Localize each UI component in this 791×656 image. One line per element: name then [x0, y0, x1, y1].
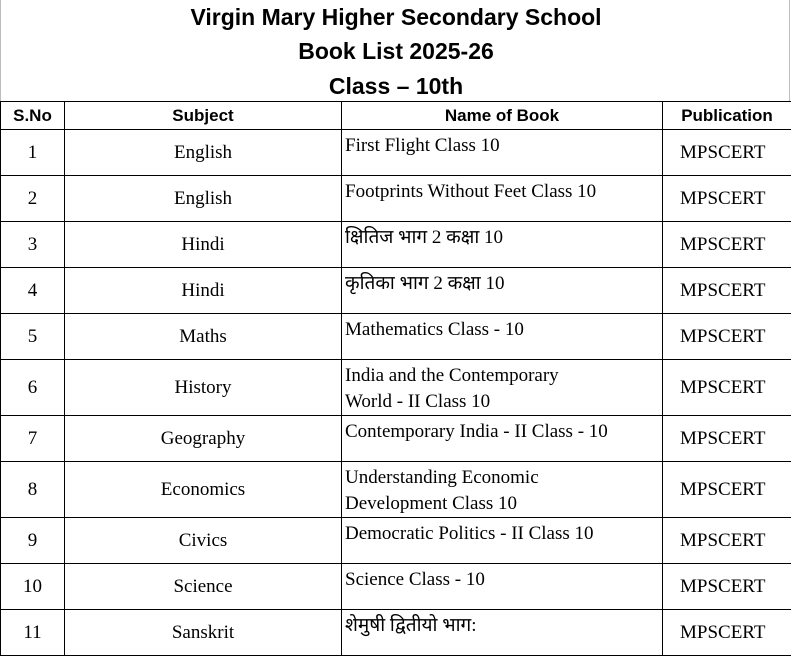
cell-book: [342, 176, 663, 222]
cell-subject: Science: [65, 564, 342, 610]
cell-sno: 9: [1, 518, 65, 564]
cell-publication: MPSCERT: [663, 610, 791, 656]
cell-subject: Economics: [65, 462, 342, 518]
book-title-line: Mathematics Class - 10: [345, 317, 662, 343]
cell-subject: English: [65, 130, 342, 176]
cell-subject: Maths: [65, 314, 342, 360]
book-title-line: कृतिका भाग 2 कक्षा 10: [345, 271, 662, 297]
cell-book: [342, 610, 663, 656]
table-row: [1, 518, 791, 564]
column-header-publication: Publication: [663, 102, 791, 130]
table-row: [1, 462, 791, 518]
book-title-line: Democratic Politics - II Class 10: [345, 521, 662, 547]
table-row: [1, 176, 791, 222]
cell-subject: Civics: [65, 518, 342, 564]
book-title-line: Science Class - 10: [345, 567, 662, 593]
book-title-line: Footprints Without Feet Class 10: [345, 179, 662, 205]
cell-sno: 3: [1, 222, 65, 268]
cell-sno: 1: [1, 130, 65, 176]
book-title-line: India and the Contemporary: [345, 363, 662, 389]
book-list-table: [0, 101, 791, 656]
cell-sno: 8: [1, 462, 65, 518]
cell-publication: MPSCERT: [663, 314, 791, 360]
cell-subject: Geography: [65, 416, 342, 462]
cell-publication: MPSCERT: [663, 222, 791, 268]
cell-subject: Hindi: [65, 222, 342, 268]
book-list-year: Book List 2025-26: [1, 36, 791, 66]
cell-book: [342, 360, 663, 416]
book-title-line: शेमुषी द्वितीयो भाग:: [345, 613, 662, 639]
cell-book: [342, 416, 663, 462]
cell-book: [342, 314, 663, 360]
table-row: [1, 130, 791, 176]
table-header-row: [1, 102, 791, 130]
book-title-line: क्षितिज भाग 2 कक्षा 10: [345, 225, 662, 251]
cell-subject: Hindi: [65, 268, 342, 314]
cell-book: [342, 130, 663, 176]
class-label: Class – 10th: [1, 71, 791, 101]
cell-sno: 6: [1, 360, 65, 416]
cell-publication: MPSCERT: [663, 130, 791, 176]
table-row: [1, 268, 791, 314]
table-row: [1, 416, 791, 462]
cell-publication: MPSCERT: [663, 360, 791, 416]
cell-sno: 10: [1, 564, 65, 610]
cell-book: [342, 222, 663, 268]
table-row: [1, 564, 791, 610]
book-title-line: Understanding Economic: [345, 465, 662, 491]
book-title-line: First Flight Class 10: [345, 133, 662, 159]
cell-book: [342, 462, 663, 518]
table-row: [1, 222, 791, 268]
cell-sno: 7: [1, 416, 65, 462]
cell-publication: MPSCERT: [663, 518, 791, 564]
column-header-subject: Subject: [65, 102, 342, 130]
table-row: [1, 360, 791, 416]
cell-subject: Sanskrit: [65, 610, 342, 656]
cell-book: [342, 268, 663, 314]
cell-book: [342, 518, 663, 564]
cell-subject: History: [65, 360, 342, 416]
column-header-sno: S.No: [1, 102, 65, 130]
cell-publication: MPSCERT: [663, 176, 791, 222]
cell-publication: MPSCERT: [663, 462, 791, 518]
cell-book: [342, 564, 663, 610]
title-block: [0, 0, 790, 101]
column-header-book: Name of Book: [342, 102, 663, 130]
table-row: [1, 610, 791, 656]
cell-publication: MPSCERT: [663, 416, 791, 462]
book-title-line: Development Class 10: [345, 491, 662, 517]
cell-publication: MPSCERT: [663, 268, 791, 314]
book-title-line: World - II Class 10: [345, 389, 662, 415]
cell-subject: English: [65, 176, 342, 222]
school-name: Virgin Mary Higher Secondary School: [1, 2, 791, 32]
cell-sno: 5: [1, 314, 65, 360]
cell-publication: MPSCERT: [663, 564, 791, 610]
book-title-line: Contemporary India - II Class - 10: [345, 419, 662, 445]
table-row: [1, 314, 791, 360]
cell-sno: 4: [1, 268, 65, 314]
cell-sno: 2: [1, 176, 65, 222]
table-body: [1, 130, 791, 656]
cell-sno: 11: [1, 610, 65, 656]
